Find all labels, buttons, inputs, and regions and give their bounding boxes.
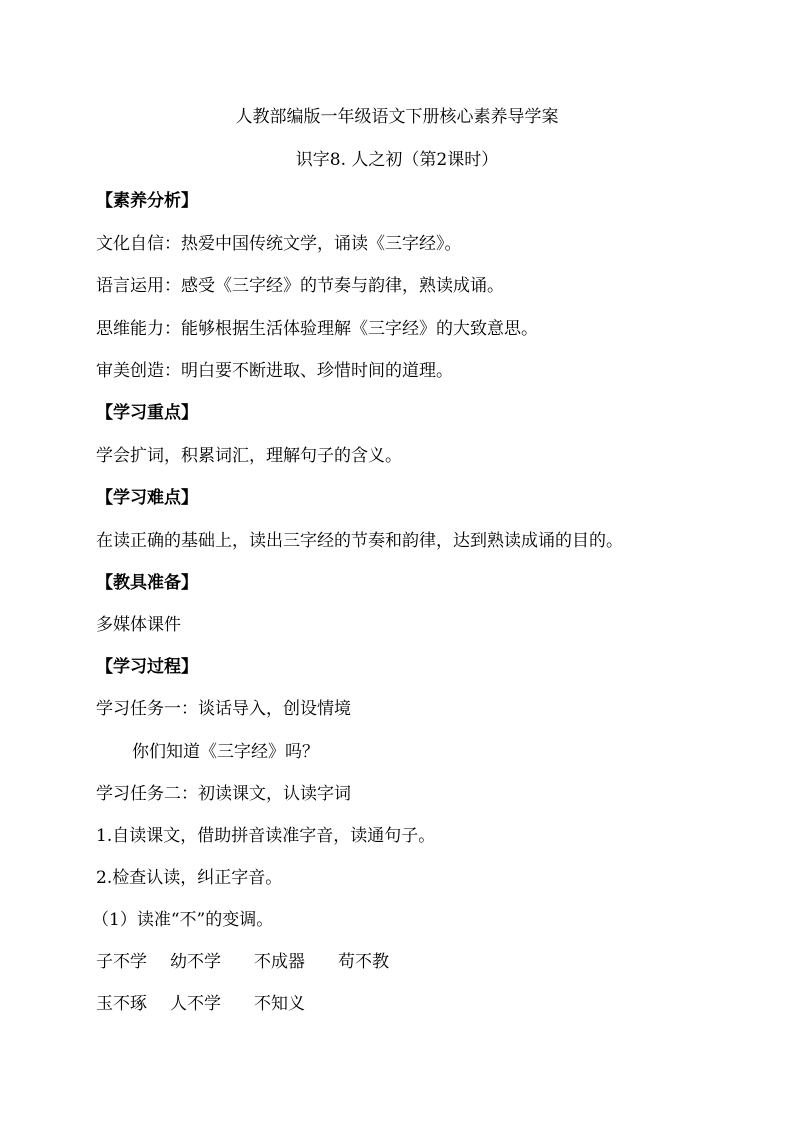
literacy-item-culture: 文化自信：热爱中国传统文学，诵读《三字经》。 — [96, 234, 462, 254]
task-one: 学习任务一：谈话导入，创设情境 — [96, 699, 351, 719]
step-one: 1.自读课文，借助拼音读准字音，读通句子。 — [96, 826, 436, 846]
learning-focus-text: 学会扩词，积累词汇，理解句子的含义。 — [96, 446, 402, 466]
heading-learning-difficulty: 【学习难点】 — [96, 488, 198, 508]
word-row-2-item: 玉不琢 — [96, 994, 147, 1014]
literacy-item-language: 语言运用：感受《三字经》的节奏与韵律，熟读成诵。 — [96, 276, 504, 296]
heading-teaching-tools: 【教具准备】 — [96, 573, 198, 593]
heading-learning-focus: 【学习重点】 — [96, 403, 198, 423]
word-row-1-item: 子不学 — [96, 952, 147, 972]
teaching-tools-text: 多媒体课件 — [96, 615, 181, 635]
document-subtitle: 识字8. 人之初（第2课时） — [295, 150, 499, 170]
step-two: 2.检查认读，纠正字音。 — [96, 868, 283, 888]
literacy-item-thinking: 思维能力：能够根据生活体验理解《三字经》的大致意思。 — [96, 319, 538, 339]
word-row-1-item: 幼不学 — [170, 952, 221, 972]
task-one-question: 你们知道《三字经》吗？ — [132, 742, 319, 762]
document-title: 人教部编版一年级语文下册核心素养导学案 — [235, 107, 559, 127]
word-row-1-item: 不成器 — [254, 952, 305, 972]
heading-literacy-analysis: 【素养分析】 — [96, 191, 198, 211]
word-row-2-item: 不知义 — [254, 994, 305, 1014]
heading-learning-process: 【学习过程】 — [96, 657, 198, 677]
word-row-1 — [96, 951, 389, 973]
word-row-2 — [96, 993, 305, 1015]
word-row-1-item: 苟不教 — [338, 952, 389, 972]
task-two: 学习任务二：初读课文，认读字词 — [96, 784, 351, 804]
learning-difficulty-text: 在读正确的基础上，读出三字经的节奏和韵律，达到熟读成诵的目的。 — [96, 531, 623, 551]
sub-item-one: （1）读准“不”的变调。 — [92, 910, 274, 930]
literacy-item-aesthetics: 审美创造：明白要不断进取、珍惜时间的道理。 — [96, 361, 453, 381]
word-row-2-item: 人不学 — [170, 994, 221, 1014]
